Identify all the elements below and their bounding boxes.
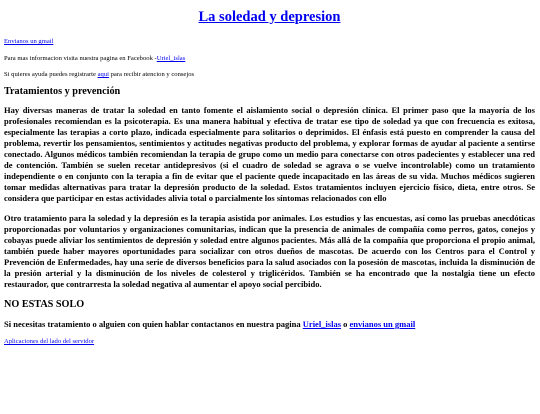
email-line <box>4 38 535 46</box>
server-apps-link[interactable]: Aplicaciones del lado del servidor <box>4 338 95 345</box>
contact-prefix-text: Si necesitas tratamiento o alguien con quien hablar contactanos en nuestra pagina <box>4 319 303 329</box>
email-link[interactable]: Envianos un gmail <box>4 38 54 45</box>
help-prefix-text: Si quieres ayuda puedes registrarte <box>4 71 98 78</box>
facebook-line <box>4 55 535 63</box>
help-suffix-text: para recibir atencion y consejos <box>108 71 195 78</box>
section-heading-not-alone: NO ESTAS SOLO <box>4 299 85 310</box>
contact-facebook-link[interactable]: Uriel_islas <box>302 319 342 329</box>
contact-connector-text: o <box>341 319 350 329</box>
footer-line <box>4 338 535 346</box>
help-line <box>4 71 535 79</box>
treatment-paragraph-2: Otro tratamiento para la soledad y la depresión es la terapia asistida por animales. Los estudios y las encuestas, así como las pruebas anecdóticas proporcionadas por voluntarios y organizaciones comunitarias, indican que la presencia de animales de compañía como perros, gatos, conejos y cobayas puede aliviar los sentimientos de depresión y soledad entre algunos pacientes. Más allá de la compañía que proporciona el propio animal, también puede haber mayores oportunidades para socializar con otros dueños de mascotas. De acuerdo con los Centros para el Control y Prevención de Enfermedades, hay una serie de diversos beneficios para la salud asociados con la posesión de mascotas, incluida la disminución de la presión arterial y la disminución de los niveles de colesterol y triglicéridos. También se ha encontrado que la nostalgia tiene un efecto restaurador, que contrarresta la soledad negativa al aumentar el apoyo social percibido. <box>4 213 535 289</box>
facebook-prefix-text: Para mas informacion visita nuestra pagina en Facebook - <box>4 55 157 62</box>
facebook-link[interactable]: Uriel_islas <box>156 55 186 62</box>
page <box>0 9 540 346</box>
contact-paragraph <box>4 319 535 330</box>
title-link[interactable]: La soledad y depresion <box>198 9 341 25</box>
register-link[interactable]: aqui <box>97 71 109 78</box>
contact-email-link[interactable]: envianos un gmail <box>349 319 416 329</box>
treatment-paragraph-1: Hay diversas maneras de tratar la soledad en tanto fomente el aislamiento social o depresión clínica. El primer paso que la mayoría de los profesionales recomiendan es la psicoterapia. Es una manera habitual y efectiva de tratar ese tipo de soledad ya que con frecuencia es exitosa, especialmente las terapias a corto plazo, indicada especialmente para solitarios o deprimidos. El énfasis está puesto en comprender la causa del problema, revertir los pensamientos, sentimientos y actitudes negativas producto del problema, y explorar formas de ayudar al paciente a sentirse conectado. Algunos médicos también recomiendan la terapia de grupo como un medio para conectarse con otros padecientes y establecer una red de contención. También se suelen recetar antidepresivos (si el cuadro de soledad se agrava o se vuelve incontrolable) como un tratamiento independiente o en conjunto con la terapia a fin de evitar que el paciente quede incapacitado en las áreas de su vida. Muchos médicos sugieren tomar medidas alternativas para tratar la depresión producto de la soledad. Estos tratamientos incluyen ejercicio físico, dieta, entre otros. Se considera que participar en estas actividades alivia total o parcialmente los síntomas relacionados con ello <box>4 105 535 203</box>
section-heading-treatments: Tratamientos y prevención <box>4 86 121 97</box>
page-title <box>4 9 535 26</box>
